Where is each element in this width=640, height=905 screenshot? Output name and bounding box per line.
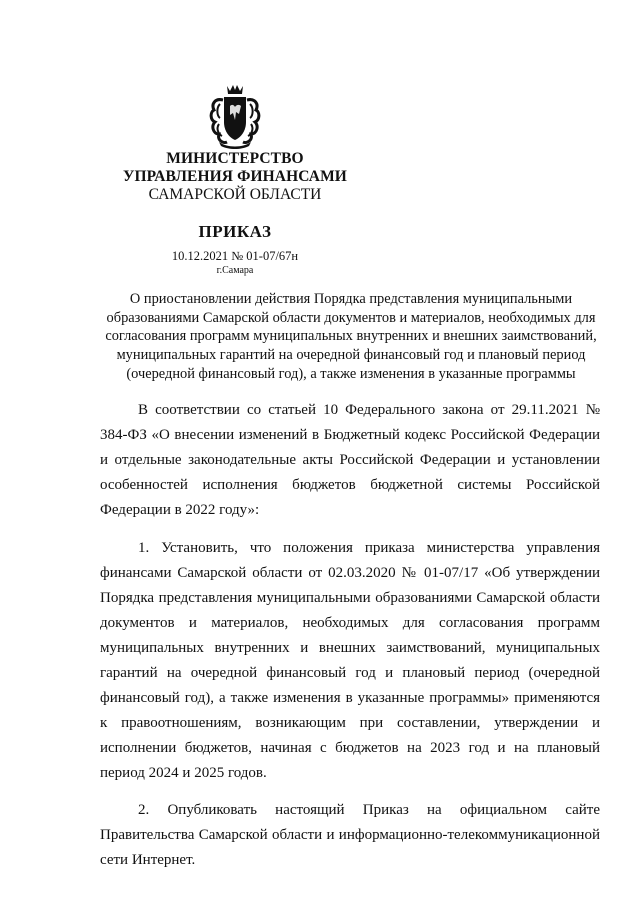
order-number: 10.12.2021 № 01-07/67н: [171, 249, 299, 263]
coat-of-arms-icon: [205, 82, 265, 150]
order-city: г.Самара: [216, 265, 254, 276]
order-body: [100, 398, 600, 873]
preamble-paragraph: В соответствии со статьей 10 Федерального закона от 29.11.2021 № 384-ФЗ «О внесении изменений в Бюджетный кодекс Российской Федерации и отдельные законодательные акты Российской Федерации и установлении особенностей исполнения бюджетов бюджетной системы Российской Федерации в 2022 году»:: [100, 402, 600, 518]
ministry-line-1: МИНИСТЕРСТВО: [166, 150, 304, 167]
ministry-line-3: САМАРСКОЙ ОБЛАСТИ: [148, 186, 322, 203]
item-2-paragraph: 2. Опубликовать настоящий Приказ на официальном сайте Правительства Самарской области и информационно-телекоммуникационной сети Интернет.: [100, 802, 600, 868]
order-title: ПРИКАЗ: [198, 222, 272, 241]
ministry-line-2: УПРАВЛЕНИЯ ФИНАНСАМИ: [123, 168, 347, 185]
order-subject: О приостановлении действия Порядка представления муниципальными образованиями Самарской области документов и материалов, необходимых для согласования программ муниципальных внутренних и внешних заимствований, муниципальных гарантий на очередной финансовый год и плановый период (очередной финансовый год), а также изменения в указанные программы: [105, 291, 597, 382]
item-1-paragraph: 1. Установить, что положения приказа министерства управления финансами Самарской области от 02.03.2020 № 01-07/17 «Об утверждении Порядка представления муниципальными образованиями Самарской области документов и материалов, необходимых для согласования программ муниципальных внутренних и внешних заимствований, муниципальных гарантий на очередной финансовый год и плановый период (очередной финансовый год), а также изменения в указанные программы» применяются к правоотношениям, возникающим при составлении, утверждении и исполнении бюджетов, начиная с бюджетов на 2023 год и на плановый период 2024 и 2025 годов.: [100, 540, 600, 781]
ministry-header: [95, 150, 375, 204]
